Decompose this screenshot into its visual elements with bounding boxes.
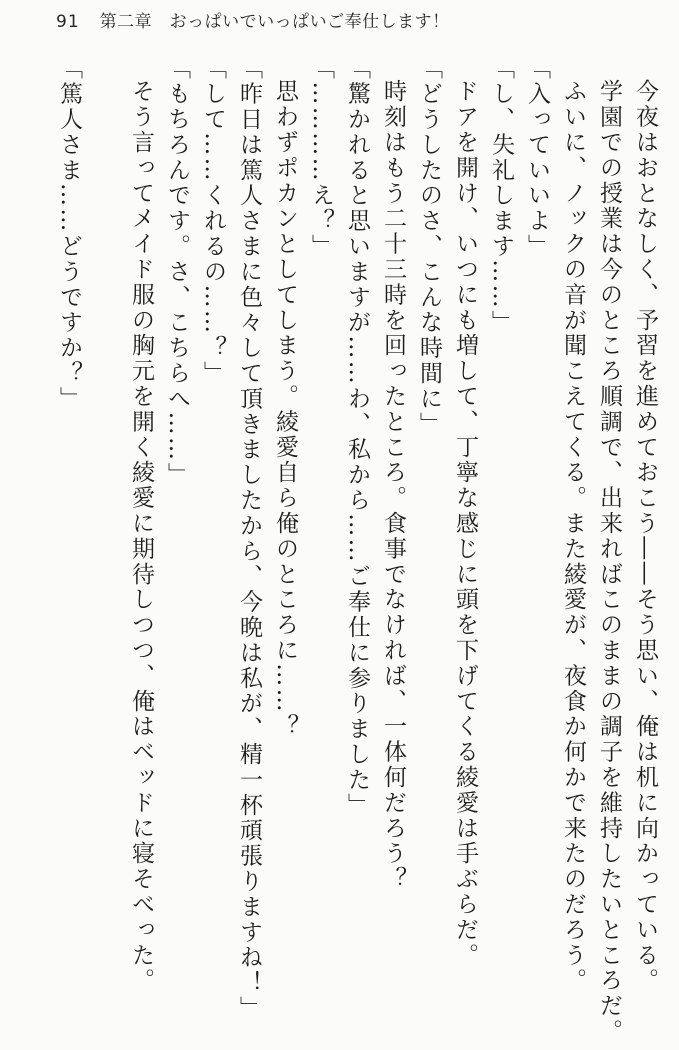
text-line: 「どうしたのさ、こんな時間に」: [416, 56, 442, 437]
text-line: 「し、失礼します……」: [488, 56, 514, 336]
text-line: 「驚かれると思いますが……わ、私から……ご奉仕に参りました」: [344, 56, 370, 818]
text-line: 思わずポカンとしてしまう。綾愛自ら俺のところに……？: [272, 79, 298, 740]
text-line: 「もちろんです。さ、こちらへ……」: [164, 56, 190, 488]
text-line: 「篤人さま……どうですか？」: [56, 56, 82, 412]
page-number: 91: [56, 12, 80, 32]
text-line: 「入っていいよ」: [524, 56, 550, 260]
text-line: 「昨日は篤人さまに色々して頂きましたから、今晩は私が、精一杯頑張りますね！」: [236, 56, 262, 1022]
text-line: そう言ってメイド服の胸元を開く綾愛に期待しつつ、俺はベッドに寝そべった。: [128, 79, 154, 994]
text-line: 今夜はおとなしく、予習を進めておこう――そう思い、俺は机に向かっている。: [632, 79, 658, 994]
text-line: 「して……くれるの……？」: [200, 56, 226, 387]
text-line: ドアを開け、いつにも増して、丁寧な感じに頭を下げてくる綾愛は手ぶらだ。: [452, 79, 478, 968]
text-line: 「…………え？」: [308, 56, 334, 260]
text-line: 学園での授業は今のところ順調で、出来ればこのままの調子を維持したいところだ。: [596, 79, 622, 1045]
page-header: [56, 7, 450, 32]
blank-line: [87, 56, 123, 1050]
chapter-title: 第二章 おっぱいでいっぱいご奉仕します！: [99, 12, 450, 32]
text-line: ふいに、ノックの音が聞こえてくる。また綾愛が、夜食か何かで来たのだろう。: [560, 79, 586, 994]
vertical-text-block: [51, 56, 663, 1050]
text-line: 時刻はもう二十三時を回ったところ。食事でなければ、一体何だろう？: [380, 79, 406, 892]
